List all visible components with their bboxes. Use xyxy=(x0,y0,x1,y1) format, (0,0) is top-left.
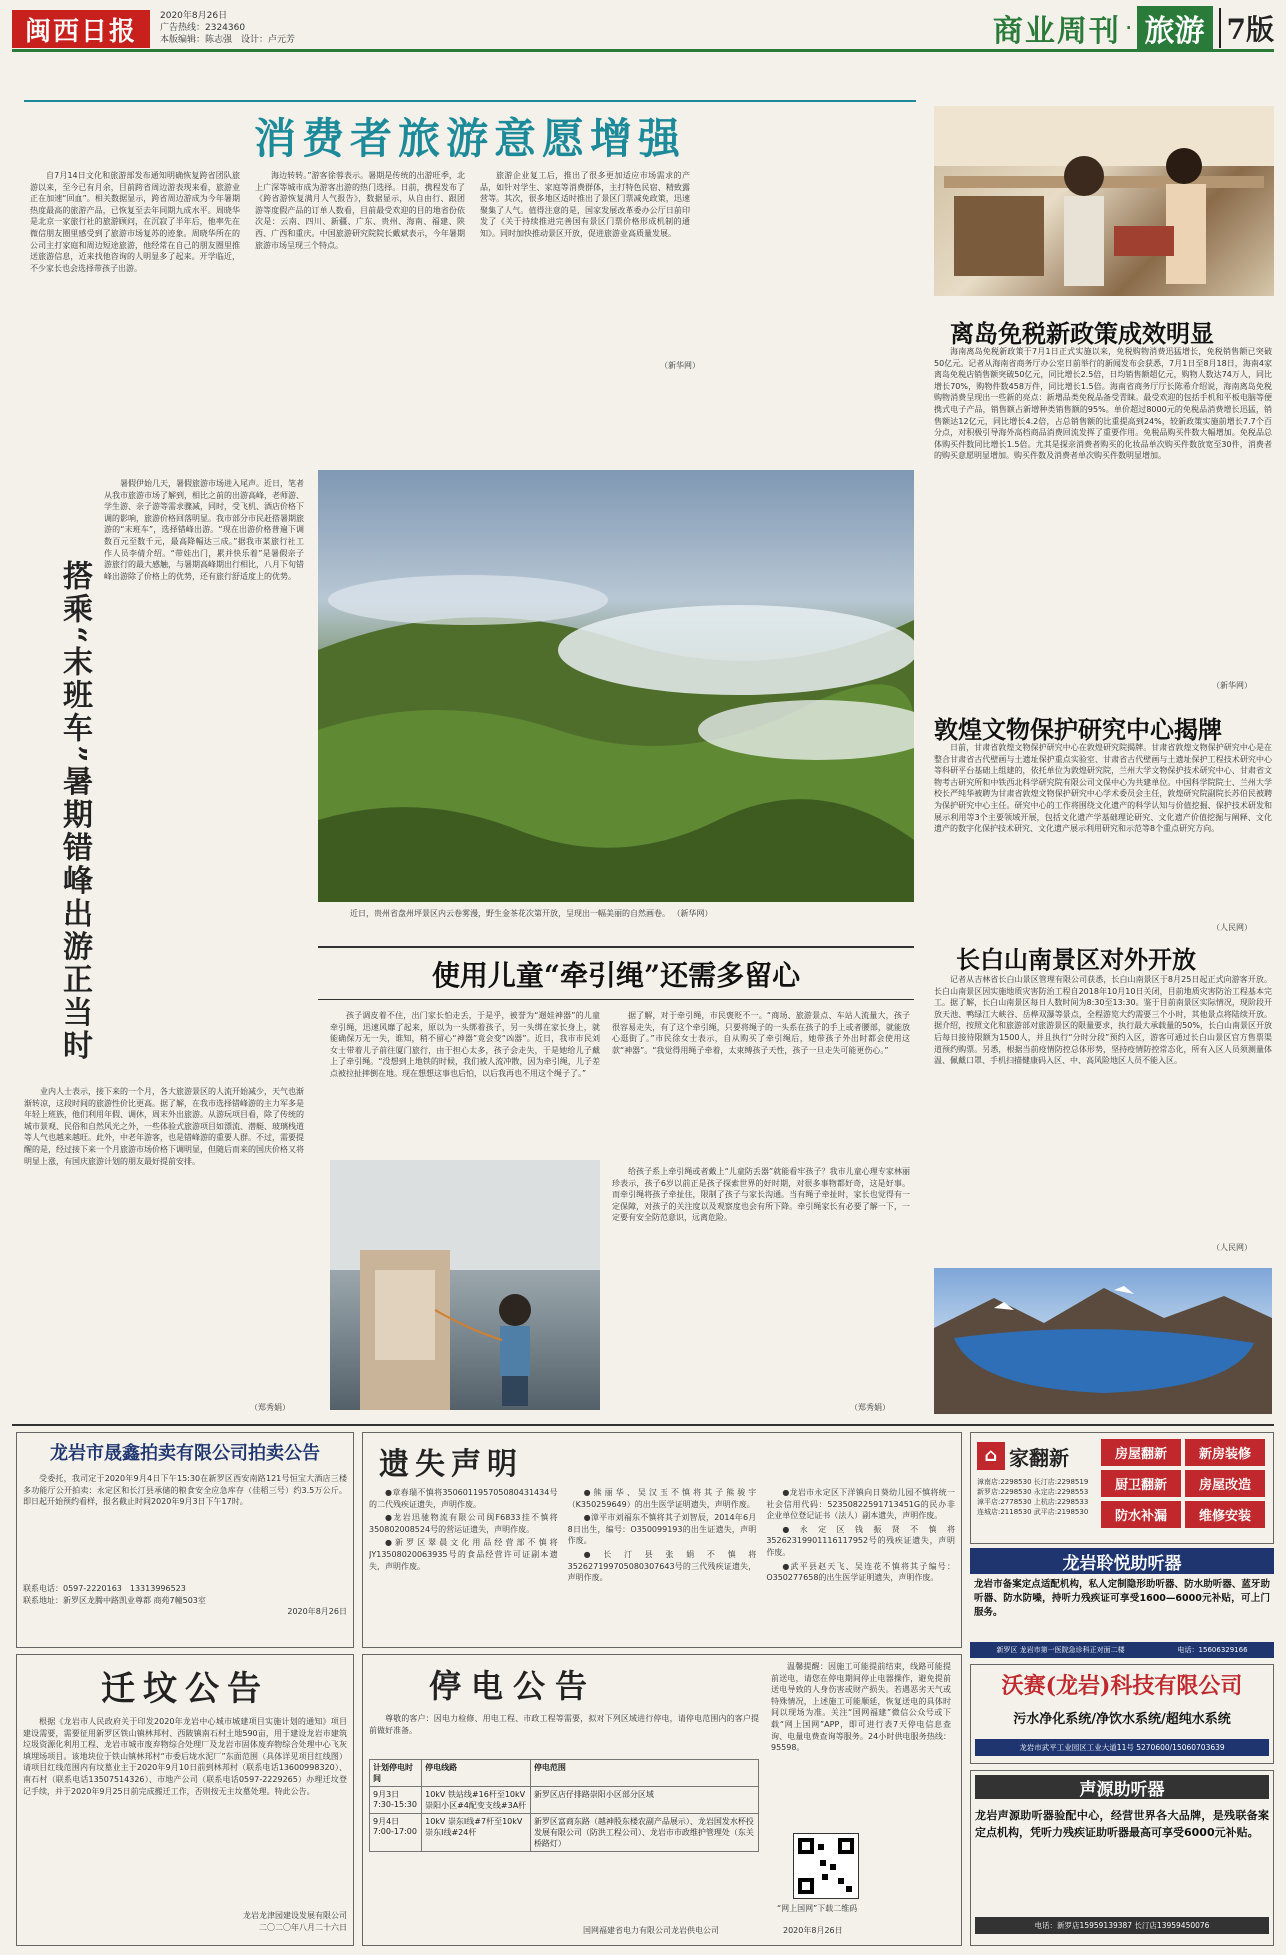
power-table-cell: 10kV 崇东Ⅰ线#7杆至10kV 崇东Ⅰ线#24杆 xyxy=(422,1814,531,1852)
lead-col-1 xyxy=(30,170,240,360)
auction-contact: 联系电话：0597-2220163 13313996523 xyxy=(23,1584,186,1593)
lost-item: ●长汀县张娟不慎将352627199705080307643号的三代残疾证遗失，声明作废。 xyxy=(567,1549,757,1583)
qr-label: “网上国网”下载二维码 xyxy=(777,1904,858,1913)
power-table-header-cell: 停电线路 xyxy=(422,1760,531,1787)
jiafan-slogans xyxy=(1101,1439,1271,1528)
power-table-cell: 新罗区富商东路（越神股东楼农副产品展示）、龙岩国发水杯投发展有限公司（防洪工程公司）、龙岩市市政维护管理处（东关桥路灯） xyxy=(530,1814,758,1852)
kids-col-2-text: 据了解，对于牵引绳，市民褒贬不一。“商场、旅游景点、车站人流量大，孩子很容易走失，有了这个牵引绳，只要将绳子的一头系在孩子的手上或者腰部，就能放心逛街了。”市民徐女士表示，自从购买了牵引绳后，她带孩子外出时都会使用这款“神器”。“我觉得用绳子牵着，太束缚孩子天性，孩子一旦走失可能更伤心。” xyxy=(612,1011,910,1055)
hearing1-body: 龙岩市备案定点适配机构，私人定制隐形助听器、防水助听器、蓝牙助听器、防水防噪，持听力残疾证可享受1600—6000元补贴，可上门服务。 xyxy=(974,1579,1270,1618)
lost-item: ●武平县赵天飞、吴连花不慎将其子编号：O350277658的出生医学证明遗失，声明作废。 xyxy=(766,1561,955,1583)
auction-body xyxy=(23,1473,347,1583)
hearing1-title-bar xyxy=(970,1548,1274,1574)
power-table-row xyxy=(370,1814,759,1852)
shoppers-illustration xyxy=(934,106,1274,296)
lost-item: ●新罗区翠晨文化用品经营部不慎将JY13508020063935号的食品经营许可证副本遗失，声明作废。 xyxy=(369,1538,558,1571)
relocation-date: 二〇二〇年八月二十六日 xyxy=(259,1922,347,1932)
lost-item: ●漳平市刘福东不慎将其子刘智辰，2014年6月8日出生，编号：O350099193的出生证遗失，声明作废。 xyxy=(567,1513,757,1546)
power-table-header-cell: 计划停电时间 xyxy=(370,1760,422,1787)
kids-col-1 xyxy=(330,1010,600,1150)
power-date: 2020年8月26日 xyxy=(783,1926,843,1935)
lead-title-bar xyxy=(24,106,916,163)
dutyfree-body-text: 海南离岛免税新政策于7月1日正式实施以来，免税购物消费迅猛增长，免税销售额已突破50亿元。记者从海南省商务厅办公室日前举行的新闻发布会获悉，7月1日至8月18日，海南4家离岛免税店销售额突破50亿元，同比增长2.5倍，日均销售额超亿元，购物人数达74万人，同比增长70%，购物件数458万件，同比增长1.5倍。海南省商务厅厅长陈希介绍说，海南离岛免税购物消费呈现出一些新的亮点：新增品类免税品备受青睐。最受欢迎的包括手机和平板电脑等便携式电子产品，销售额占新增种类销售额的95%。单价超过8000元的免税品消费增长迅猛，销售额达12亿元，同比增长4.2倍，占总销售额的比重提高到24%，较新政策实施前增长7.7个百分点，对积极引导海外高档商品消费回流发挥了重要作用。免税品购买件数大幅增加。免税品总体购买件数同比增长1.5倍。尤其是探亲消费者购买的化妆品单次购买件数放宽至30件，消费者的购买意愿明显增加。购买件数及消费者单次购买件数明显增加。 xyxy=(934,347,1272,461)
changbai-title: 长白山南景区对外开放 xyxy=(956,945,1196,974)
lead-col-2-text: 海边转转。”游客徐蓉表示。暑期是传统的出游旺季，北上广深等城市成为游客出游的热门选择。日前，携程发布了《跨省游恢复满月人气报告》，数据显示，从自由行、跟团游等度假产品的订单人数看，目前最受欢迎的目的地省份依次是：云南、四川、新疆、广东、贵州、海南、福建、陕西、广西和重庆。中国旅游研究院院长戴斌表示，今年暑期旅游市场呈现三个特点。 xyxy=(255,171,465,250)
qr-code-icon[interactable] xyxy=(793,1833,859,1899)
page-number: 7版 xyxy=(1219,8,1274,48)
jiafan-slogan: 新房装修 xyxy=(1185,1439,1265,1466)
power-signer: 国网福建省电力有限公司龙岩供电公司 xyxy=(583,1926,719,1935)
auction-notice xyxy=(16,1432,354,1648)
wosai-ad xyxy=(970,1664,1274,1764)
hearing2-body: 龙岩声源助听器验配中心，经营世界各大品牌，是残联备案定点机构，凭听力残疾证助听器最高可享受6000元补贴。 xyxy=(975,1809,1269,1839)
feature-col-2 xyxy=(24,1086,304,1406)
lost-list xyxy=(369,1487,955,1647)
power-table-cell: 9月3日 7:30-15:30 xyxy=(370,1787,422,1814)
power-intro xyxy=(369,1713,759,1753)
changbai-source: （人民网） xyxy=(1212,1243,1252,1252)
power-table xyxy=(369,1759,759,1852)
lost-item: ●熊丽华、吴汉玉不慎将其子熊骏宇（K350259649）的出生医学证明遗失，声明作废。 xyxy=(567,1488,757,1509)
power-side-text: 温馨提醒：因施工可能提前结束，线路可能提前送电，请您在停电期间停止电器操作，避免提前送电导致的人身伤害或财产损失。若遇恶劣天气或特殊情况，上述施工可能顺延，恢复送电的具体时间以现场为准。关注“国网福建”微信公众号或下载“网上国网”APP，即可进行表7天停电信息查询、电量电费查询等服务。24小时供电服务热线：95598。 xyxy=(771,1662,951,1753)
feature-source: （郑秀娟） xyxy=(250,1403,290,1412)
lead-col-2 xyxy=(255,170,465,360)
house-icon: ⌂ xyxy=(977,1442,1005,1470)
section-word: 商业周刊 xyxy=(992,14,1121,49)
section-tag: 旅游 xyxy=(1137,6,1213,50)
auction-title: 龙岩市晟鑫拍卖有限公司拍卖公告 xyxy=(50,1443,320,1464)
wosai-address: 龙岩市武平工业园区工业大道11号 5270600/15060703639 xyxy=(975,1739,1269,1756)
hearing2-address: 电话：新罗店15959139387 长汀店13959450076 xyxy=(975,1917,1269,1934)
feature-vertical-title: 搭乘“末班车”暑期错峰出游正当时 xyxy=(57,560,92,1063)
auction-address: 联系地址：新罗区龙腾中路凯业尊都 商苑7幢503室 xyxy=(23,1595,206,1605)
lost-item: ●章春瑞不慎将350601195705080431434号的二代残疾证遗失，声明作废。 xyxy=(369,1488,558,1509)
jiafan-brand xyxy=(977,1439,1087,1473)
mountain-landscape-illustration xyxy=(318,470,914,902)
section-dot: · xyxy=(1124,14,1133,42)
kids-title: 使用儿童“牵引绳”还需多留心 xyxy=(431,958,801,992)
changbai-body-text: 记者从吉林省长白山景区管理有限公司获悉，长白山南景区于8月25日起正式向游客开放。长白山南景区因实施地质灾害防治工程自2018年10月10日关闭，目前地质灾害防治工程基本完工。据了解，长白山南景区每日人数时间为8:30至13:30。鉴于目前南景区实际情况，现阶段开放天池、鸭绿江大峡谷、岳桦双瀑等景点，全程游览大约需要三个小时，其他景点将陆续开放。据介绍，按照文化和旅游部对旅游景区的限量要求，执行最大承载量的50%，长白山南景区开放后每日接待限额为1500人，并且执行“分时分段”预约入区，游客可通过长白山景区官方售票渠道预约购票。另悉，根据当前疫情防控总体形势，坚持疫情防控常态化，所有入区人员须测量体温、佩戴口罩、手机扫描健康码入区、中、高风险地区人员不能入区。 xyxy=(934,975,1272,1066)
changbai-body xyxy=(934,974,1272,1244)
section-header xyxy=(993,8,1274,48)
relocation-title: 迁坟公告 xyxy=(101,1669,269,1709)
jiafan-slogan: 房屋翻新 xyxy=(1101,1439,1181,1466)
jiafan-stores: 漳南店:2298530 长汀店:2298519 新罗店:2298530 永定店:2298553 漳平店:2778530 上杭店:2298533 连城店:2118530 武平店:2198530 xyxy=(977,1478,1089,1516)
dunhuang-body xyxy=(934,742,1272,930)
masthead-meta xyxy=(160,10,295,46)
lost-notices xyxy=(362,1432,962,1648)
editor-credits: 本版编辑：陈志强 设计：卢元芳 xyxy=(160,35,296,45)
wosai-body: 污水净化系统/净饮水系统/超纯水系统 xyxy=(1013,1712,1231,1727)
hearing1-phone: 电话：15606329166 xyxy=(1177,1646,1248,1654)
tianchi-lake-illustration xyxy=(934,1268,1272,1414)
kids-col-2 xyxy=(612,1010,910,1160)
dunhuang-title: 敦煌文物保护研究中心揭牌 xyxy=(934,715,1222,744)
mountain-caption-source: （新华网） xyxy=(672,909,713,918)
kids-source: （郑秀娟） xyxy=(850,1403,890,1412)
jiafan-name: 家翻新 xyxy=(1009,1445,1069,1470)
power-notice xyxy=(362,1654,962,1946)
masthead xyxy=(12,8,1274,52)
lost-item: ●龙岩市永定区下洋镇向日葵幼儿园不慎将统一社会信用代码：52350822591713451G的民办非企业单位登记证书（法人）副本遗失，声明作废。 xyxy=(766,1488,955,1521)
dutyfree-photo xyxy=(934,106,1274,296)
mountain-caption xyxy=(350,908,910,919)
kids-col-1-text: 孩子调皮着不住，出门家长怕走丢，于是乎，被誉为“遛娃神器”的儿童牵引绳，迅速风靡了起来，原以为一头绑着孩子，另一头绑在家长身上，就能确保万无一失，谁知，稍不留心“神器”竟会变“凶器”。近日，我市市民刘女士带着儿子前往厦门旅行，由于担心太多，孩子会走失，于是她给儿子戴上了牵引绳。“没想到上地铁的时候，我们被人流冲散，因为牵引绳，儿子差点被拉扯摔倒在地。现在想想这事也后怕，以后我再也不用这个绳子了。” xyxy=(330,1011,600,1078)
feature-col-2-text: 业内人士表示，接下来的一个月，各大旅游景区的人流开始减少，天气也渐渐转凉，这段时间的旅游性价比更高。据了解，在我市选择错峰游的主力军多是年轻上班族，他们利用年假、调休，周末外出旅游。从游玩项目看，除了传统的城市景观、民俗和自然风光之外，一些体验式旅游项目如漂流、潜艇、玻璃栈道等人气也越来越旺。此外，中老年游客，也是错峰游的重要人群。不过，需要提醒的是，经过接下来一个月旅游市场价格下调明显，但随后而来的国庆价格又将明显上涨，有国庆旅游计划的朋友最好提前安排。 xyxy=(24,1087,304,1166)
kids-col-3 xyxy=(612,1166,910,1404)
hearing1-footer xyxy=(970,1642,1274,1658)
bottom-separator xyxy=(12,1424,1274,1426)
jiafan-slogan: 维修安装 xyxy=(1185,1501,1265,1528)
dunhuang-body-text: 日前，甘肃省敦煌文物保护研究中心在敦煌研究院揭牌。甘肃省敦煌文物保护研究中心是在整合甘肃省古代壁画与土遗址保护重点实验室、甘肃省古代壁画与土遗址保护工程技术研究中心等科研平台基础上组建的，依托单位为敦煌研究院，兰州大学文物保护技术研究中心、甘肃省文物考古研究所和中铁西北科学研究院有限公司文保中心为共建单位。中国科学院院士、兰州大学校长严纯华被聘为甘肃省敦煌文物保护研究中心学术委员会主任，敦煌研究院副院长苏伯民被聘为保护研究中心主任。研究中心的工作将围绕文化遗产的科学认知与价值挖掘、保护技术研发和展示利用等3个主要领域开展，包括文化遗产学基础理论研究、文化遗产价值挖掘与阐释、文化遗产的数字化保护技术研究、文化遗产展示利用研究和示范等8个重点研究方向。 xyxy=(934,743,1272,834)
dunhuang-source: （人民网） xyxy=(1212,923,1252,932)
relocation-signer: 龙岩龙津园建设发展有限公司 xyxy=(243,1911,347,1920)
wosai-title: 沃赛(龙岩)科技有限公司 xyxy=(1001,1673,1243,1699)
power-table-cell: 新罗区店仔排路崇阳小区部分区域 xyxy=(530,1787,758,1814)
lead-col-1-text: 自7月14日文化和旅游部发布通知明确恢复跨省团队旅游以来，至今已有月余，目前跨省周边游表现来看，旅游业正在加速“回血”。相关数据显示，跨省周边游成为今年暑期热度最高的旅游产品，已恢复至去年同期九成水平。周晓华是北京一家旅行社的旅游顾问，在沉寂了半年后，他率先在微信朋友圈里感受到了旅游市场复苏的迹象。周晓华所在的公司主打家庭和周边短途旅游，他经常在自己的朋友圈里推送旅游信息，近来找他咨询的人明显多了起来。开学临近，不少家长也会选择带孩子出游。 xyxy=(30,171,240,273)
child-with-leash-illustration xyxy=(330,1160,600,1410)
dutyfree-title: 离岛免税新政策成效明显 xyxy=(950,319,1214,348)
issue-date: 2020年8月26日 xyxy=(160,11,228,21)
kids-photo xyxy=(330,1160,600,1410)
jiafan-slogan: 房屋改造 xyxy=(1185,1470,1265,1497)
jiafan-ad xyxy=(970,1432,1274,1544)
kids-title-bar xyxy=(318,946,914,1000)
hearing1-title: 龙岩聆悦助听器 xyxy=(970,1548,1274,1574)
lead-col-3 xyxy=(480,170,690,360)
auction-date: 2020年8月26日 xyxy=(287,1607,347,1617)
dutyfree-source: （新华网） xyxy=(1212,681,1252,690)
kids-col-3-text: 给孩子系上牵引绳或者戴上“儿童防丢器”就能看牢孩子？我市儿童心理专家林丽珍表示，孩子6岁以前正是孩子探索世界的好时期，对很多事物都好奇，这是好事。而牵引绳将孩子牵扯住，限制了孩子与家长沟通。当有绳子牵扯时，家长也觉得有一定保障，对孩子的关注度以及观察度也会有所下降。牵引绳家长有必要了解一下，一定要有安全防范意识，远离危险。 xyxy=(612,1167,910,1223)
relocation-notice xyxy=(16,1654,354,1946)
hearing2-ad xyxy=(970,1770,1274,1946)
hearing1-address: 新罗区 龙岩市第一医院急诊科正对面二楼 xyxy=(996,1646,1125,1654)
lead-col-3-text: 旅游企业复工后，推出了很多更加适应市场需求的产品，如针对学生、家庭等消费群体，主打特色民宿、精致露营等。其次，很多地区适时推出了景区门票减免政策，迅速聚集了人气。值得注意的是，国家发展改革委办公厅日前印发了《关于持续推进完善国有景区门票价格形成机制的通知》。同时加快推动景区开放，促进旅游业高质量发展。 xyxy=(480,171,690,238)
ad-hotline: 广告热线：2324360 xyxy=(160,23,246,33)
lead-source: （新华网） xyxy=(660,361,700,370)
power-table-header-cell: 停电范围 xyxy=(530,1760,758,1787)
lost-title: 遗失声明 xyxy=(379,1447,523,1482)
qr-pattern xyxy=(794,1834,858,1898)
lead-top-rule xyxy=(24,100,916,102)
relocation-body xyxy=(23,1716,347,1906)
power-table-cell: 10kV 铁站线#16杆至10kV 崇阳小区#4配变支线#3A杆 xyxy=(422,1787,531,1814)
feature-col-1-text: 暑假伊始几天，暑假旅游市场进入尾声。近日，笔者从我市旅游市场了解到，相比之前的出游高峰，老师游、学生游、亲子游等需求骤减，同时，受飞机、酒店价格下调的影响，旅游价格回落明显。我市部分市民赶搭暑期旅游的“末班车”，选择错峰出游。“现在出游价格普遍下调数百元至数千元，最高降幅达三成。”据我市某旅行社工作人员李倩介绍。“带娃出门，累并快乐着”是暑假亲子游旅行的最大感触，与暑期高峰期出行相比，八月下旬错峰出游除了价格上的优势，还有旅行舒适度上的优势。 xyxy=(104,479,304,581)
hearing2-title: 声源助听器 xyxy=(975,1775,1269,1799)
jiafan-slogan: 防水补漏 xyxy=(1101,1501,1181,1528)
power-table-cell: 9月4日 7:00-17:00 xyxy=(370,1814,422,1852)
lead-title: 消费者旅游意愿增强 xyxy=(253,114,686,163)
power-intro-text: 尊敬的客户：因电力检修、用电工程、市政工程等需要，拟对下列区域进行停电，请停电范围内的客户提前做好准备。 xyxy=(369,1714,759,1735)
power-table-row xyxy=(370,1787,759,1814)
relocation-body-text: 根据《龙岩市人民政府关于印发2020年龙岩中心城市城建项目实施计划的通知》项目建设需要，需要征用新罗区铁山镇林邦村、西陂镇南石村土地590亩，用于建设龙岩市建筑垃圾资源化利用工程、龙岩市城市废弃物综合处理厂及龙岩市固体废弃物综合处理中心飞灰填埋场项目。该地块位于铁山镇林邦村“市委后垅水泥厂”东面范围（具体详见项目红线图）请项目红线范围内有坟墓业主于2020年9月10日前到林邦村（联系电话13600998320）、南石村（联系电话13507514326）、市地产公司（联系电话0597-2229265）办理迁坟登记手续，并于2020年9月25日前完成搬迁工作，否则按无主坟墓处理。特此公告。 xyxy=(23,1717,347,1796)
lost-item: ●永定区钱振贤不慎将35262319901116117952号的残疾证遗失，声明作废。 xyxy=(766,1524,955,1557)
dutyfree-body xyxy=(934,346,1272,686)
jiafan-slogan: 厨卫翻新 xyxy=(1101,1470,1181,1497)
newspaper-logo: 闽西日报 xyxy=(12,10,150,48)
changbai-photo xyxy=(934,1268,1272,1414)
mountain-photo xyxy=(318,470,914,902)
feature-col-1 xyxy=(104,478,304,1076)
lost-item: ●龙岩迅驰物流有限公司闽F6833挂不慎将350802008524号的营运证遗失，声明作废。 xyxy=(369,1513,558,1534)
power-table-body xyxy=(370,1787,759,1852)
power-title: 停电公告 xyxy=(429,1667,598,1705)
auction-body-text: 受委托，我司定于2020年9月4日下午15:30在新罗区西安南路121号恒宝大酒店三楼多功能厅公开拍卖：永定区和长汀县承储的粮食安全应急库存（佳稻三号）约3.5万公斤。即日起开始预约看样，报名截止时间2020年9月3日下午17时。 xyxy=(23,1474,347,1507)
power-table-header xyxy=(370,1760,759,1787)
mountain-caption-text: 近日，贵州省盘州坪景区内云卷雾漫，野生金茶花次第开放，呈现出一幅美丽的自然画卷。 xyxy=(350,909,670,918)
power-side-note xyxy=(771,1661,951,1831)
